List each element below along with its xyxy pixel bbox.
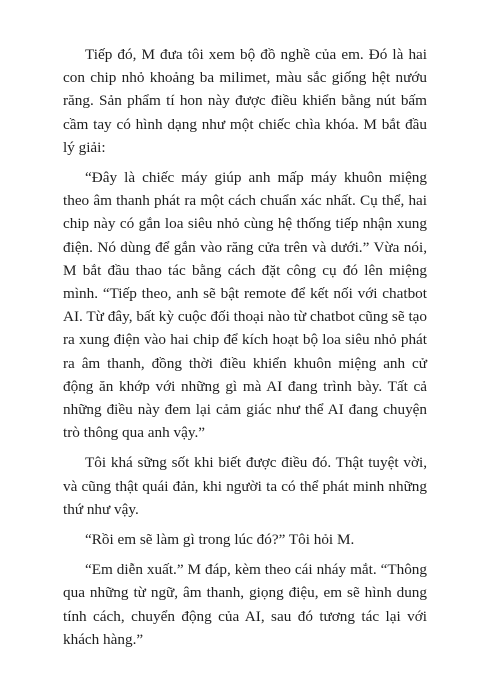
paragraph-2: “Đây là chiếc máy giúp anh mấp máy khuôn miệng theo âm thanh phát ra một cách chuẩn xác nhất. Cụ thể, hai chip này có gắn loa siêu nhỏ cùng hệ thống tiếp nhận xung điện. Nó dùng để gắn vào răng cửa trên và dưới.” Vừa nói, M bắt đầu thao tác bằng cách đặt công cụ đó lên miệng mình. “Tiếp theo, anh sẽ bật remote để kết nối với chatbot AI. Từ đây, bất kỳ cuộc đối thoại nào từ chatbot cũng sẽ tạo ra xung điện vào hai chip để kích hoạt bộ loa siêu nhỏ phát ra âm thanh, đồng thời điều khiển khuôn miệng anh cử động ăn khớp với những gì mà AI đang trình bày. Tất cả những điều này đem lại cảm giác như thể AI đang chuyện trò thông qua anh vậy.” — [63, 169, 427, 442]
paragraph-4: “Rồi em sẽ làm gì trong lúc đó?” Tôi hỏi M. — [85, 531, 355, 549]
paragraph-5: “Em diễn xuất.” M đáp, kèm theo cái nháy mắt. “Thông qua những từ ngữ, âm thanh, giọng điệu, em sẽ hình dung tính cách, chuyển động của AI, sau đó tương tác lại với khách hàng.” — [63, 561, 427, 648]
body-text — [63, 43, 427, 658]
paragraph-1: Tiếp đó, M đưa tôi xem bộ đồ nghề của em. Đó là hai con chip nhỏ khoảng ba milimet, màu sắc giống hệt nướu răng. Sản phẩm tí hon này được điều khiển bằng nút bấm cầm tay có hình dạng như một chiếc chìa khóa. M bắt đầu lý giải: — [63, 46, 427, 156]
paragraph-3: Tôi khá sững sốt khi biết được điều đó. Thật tuyệt vời, và cũng thật quái đản, khi người ta có thể phát minh những thứ như vậy. — [63, 454, 427, 518]
